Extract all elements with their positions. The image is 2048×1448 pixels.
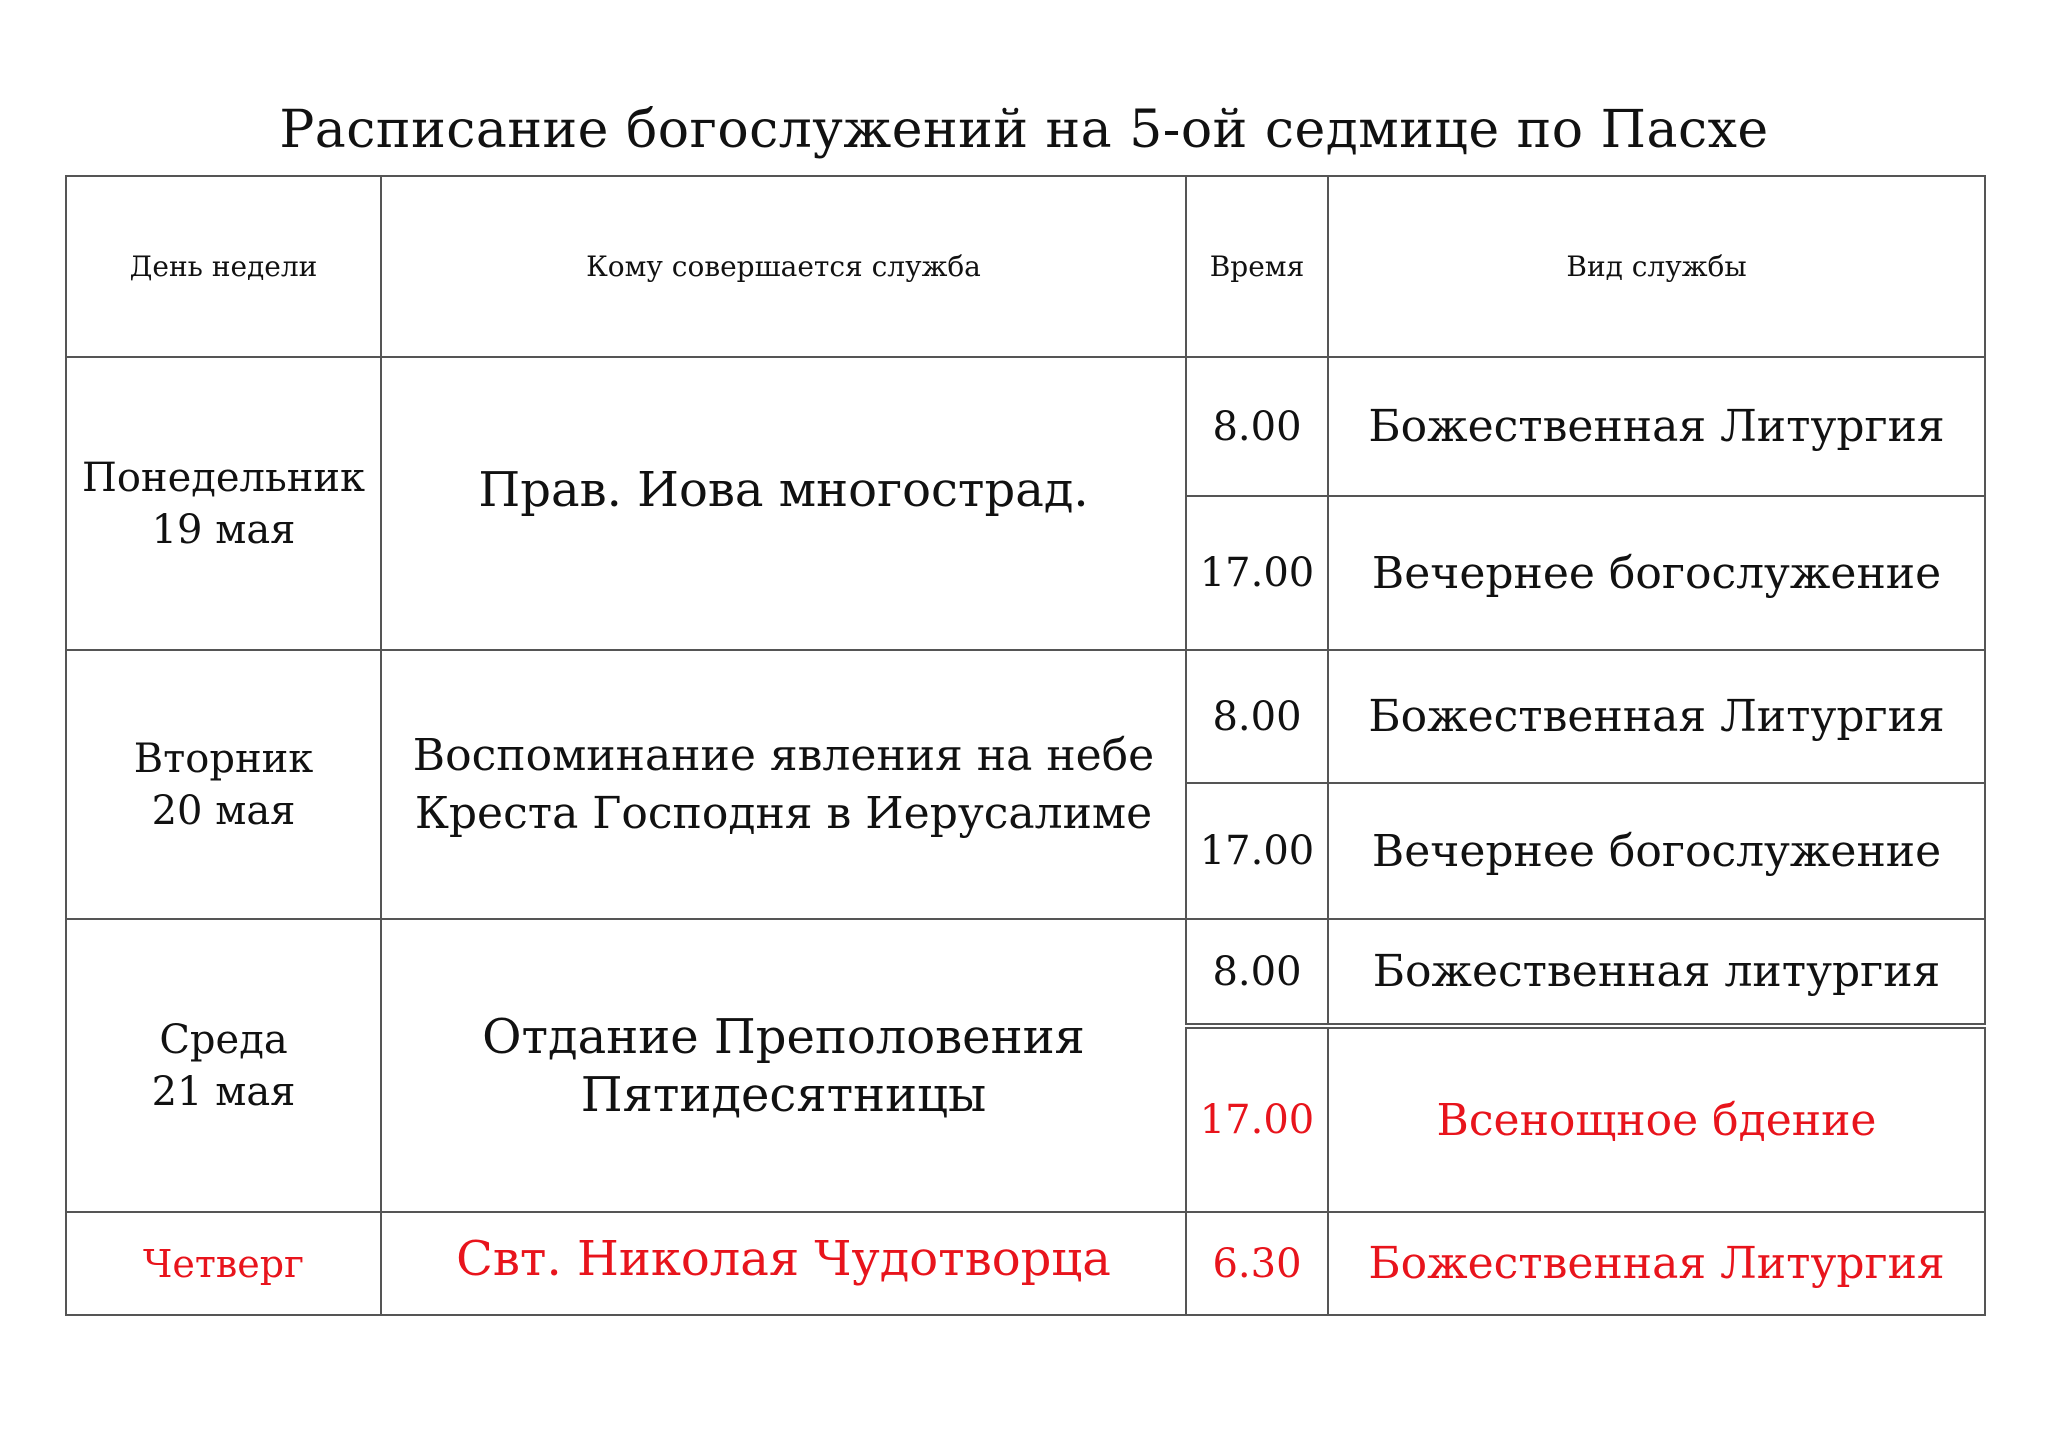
service-kind-cell: Всенощное бдение [1328,1026,1985,1212]
service-kind-cell: Вечернее богослужение [1328,496,1985,650]
time-cell: 6.30 [1186,1212,1328,1315]
day-name: Понедельник [81,454,366,501]
who-line: Креста Господня в Иерусалиме [414,787,1153,839]
who-cell [381,919,1186,1212]
who-text: Прав. Иова многострад. [478,461,1089,518]
who-cell [381,357,1186,650]
time-cell: 17.00 [1186,1026,1328,1212]
table-row [66,1212,1985,1315]
day-cell [66,357,381,650]
header-who: Кому совершается служба [381,176,1186,357]
who-cell [381,650,1186,919]
service-kind-cell: Вечернее богослужение [1328,783,1985,919]
time-cell: 8.00 [1186,650,1328,783]
page-title: Расписание богослужений на 5-ой седмице по Пасхе [279,100,1769,160]
who-line: Отдание Преполовения [482,1008,1085,1065]
service-kind-cell: Божественная Литургия [1328,1212,1985,1315]
time-cell: 17.00 [1186,496,1328,650]
header-day: День недели [66,176,381,357]
table-row [66,919,1985,1026]
who-line: Воспоминание явления на небе [412,729,1155,781]
day-name: Четверг [143,1241,304,1286]
day-date: 20 мая [151,787,296,834]
time-cell: 8.00 [1186,357,1328,496]
service-kind-cell: Божественная Литургия [1328,650,1985,783]
table-row [66,357,1985,496]
time-cell: 8.00 [1186,919,1328,1026]
who-cell [381,1212,1186,1315]
day-cell [66,919,381,1212]
table-header-row [66,176,1985,357]
day-name: Среда [159,1016,288,1063]
schedule-table [65,175,1986,1316]
time-cell: 17.00 [1186,783,1328,919]
day-date: 19 мая [151,506,296,553]
day-name: Вторник [133,735,314,782]
who-line: Пятидесятницы [580,1066,987,1123]
service-kind-cell: Божественная Литургия [1328,357,1985,496]
header-time: Время [1186,176,1328,357]
table-row [66,650,1985,783]
header-kind: Вид службы [1328,176,1985,357]
who-text: Свт. Николая Чудотворца [456,1230,1111,1287]
day-date: 21 мая [151,1068,296,1115]
service-kind-cell: Божественная литургия [1328,919,1985,1026]
day-cell [66,1212,381,1315]
day-cell [66,650,381,919]
